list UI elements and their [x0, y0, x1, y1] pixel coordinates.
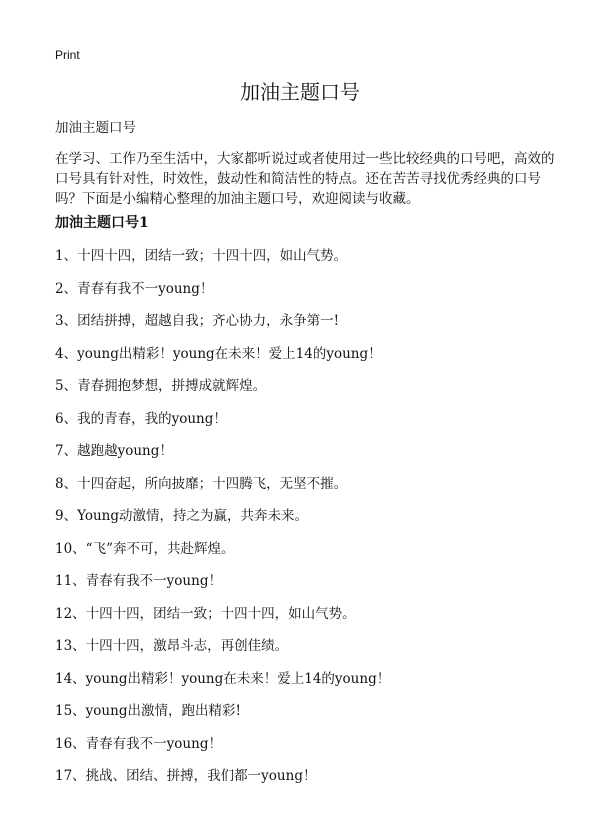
print-link[interactable]: Print: [55, 48, 80, 62]
slogan-item: 4、young出精彩！young在未来！爱上14的young！: [55, 345, 382, 362]
slogan-item: 1、十四十四，团结一致；十四十四，如山气势。: [55, 248, 348, 264]
slogan-item: 3、团结拼搏，超越自我；齐心协力，永争第一!: [55, 313, 340, 329]
section-heading: 加油主题口号1: [55, 215, 149, 231]
slogan-item: 10、“飞”奔不可，共赴辉煌。: [55, 540, 235, 557]
document-subtitle: 加油主题口号: [55, 120, 136, 136]
slogan-item: 8、十四奋起，所向披靡；十四腾飞，无坚不摧。: [55, 475, 348, 492]
slogan-item: 17、挑战、团结、拼搏，我们都一young！: [55, 768, 317, 784]
slogan-item: 6、我的青春，我的young！: [55, 410, 227, 427]
slogan-item: 15、young出激情，跑出精彩!: [55, 703, 241, 719]
document-title: 加油主题口号: [240, 80, 360, 104]
slogan-item: 2、青春有我不一young！: [55, 280, 214, 297]
slogan-item: 14、young出精彩！young在未来！爱上14的young！: [55, 670, 391, 687]
intro-paragraph: 在学习、工作乃至生活中，大家都听说过或者使用过一些比较经典的口号吧，高效的口号具有针对性，时效性，鼓动性和简洁性的特点。还在苦苦寻找优秀经典的口号吗？下面是小编精心整理的加油主题口号，欢迎阅读与收藏。: [55, 151, 555, 207]
slogan-item: 7、越跑越young！: [55, 443, 173, 459]
slogan-list: [55, 246, 575, 799]
slogan-item: 9、Young动激情，持之为赢，共奔未来。: [55, 508, 308, 524]
slogan-item: 16、青春有我不一young！: [55, 735, 222, 752]
slogan-item: 5、青春拥抱梦想，拼搏成就辉煌。: [55, 378, 267, 394]
slogan-item: 13、十四十四，激昂斗志，再创佳绩。: [55, 638, 289, 654]
slogan-item: 11、青春有我不一young！: [55, 573, 222, 589]
slogan-item: 12、十四十四，团结一致；十四十四，如山气势。: [55, 605, 356, 622]
